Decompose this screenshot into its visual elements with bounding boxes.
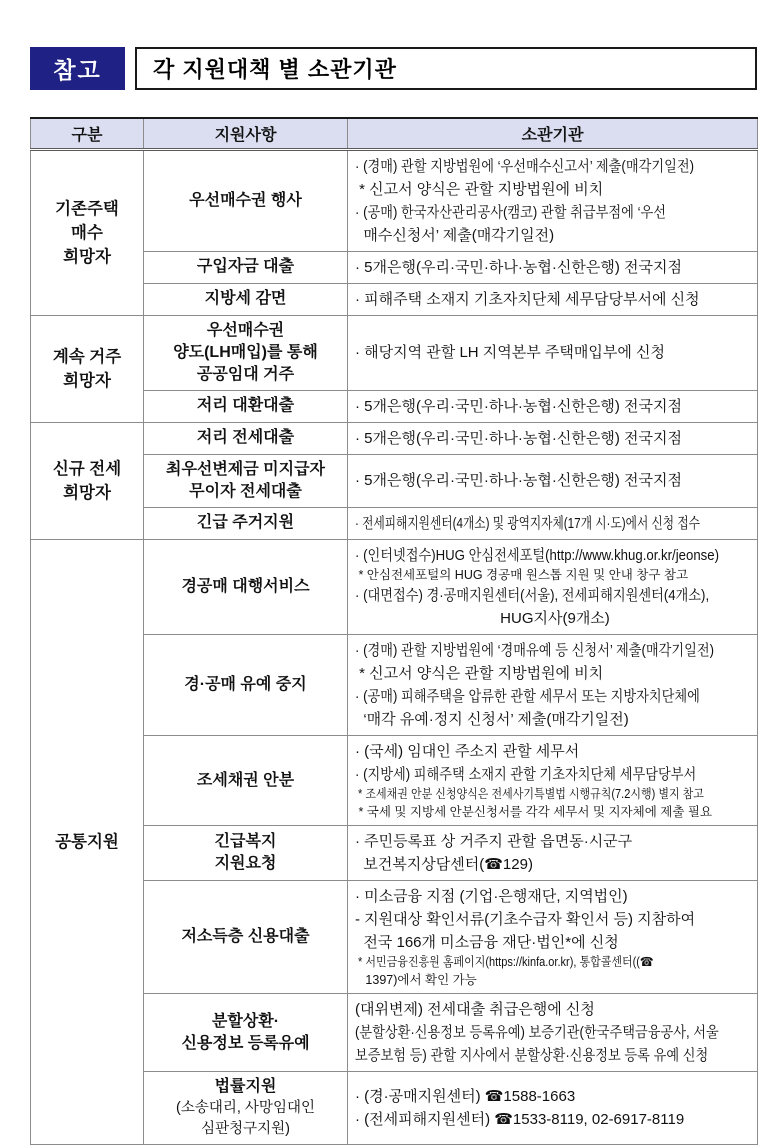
support-label-cell (144, 736, 348, 826)
support-label-line: 지원요청 (214, 855, 277, 872)
support-label-line: 긴급복지 (214, 833, 277, 850)
support-label-cell (144, 315, 348, 390)
reference-badge (30, 47, 125, 90)
support-label-line: 양도(LH매입)를 통해 (173, 343, 318, 361)
page-title: 각 지원대책 별 소관기관 (153, 57, 397, 82)
support-label-cell (144, 994, 348, 1072)
agency-table-body (31, 149, 758, 1145)
support-label-cell (144, 881, 348, 994)
agency-detail-cell (348, 736, 758, 826)
detail-line: · 주민등록표 상 거주지 관할 읍면동·시군구 (355, 833, 633, 850)
detail-line: 매수신청서’ 제출(매각기일전) (355, 226, 555, 244)
page-header (30, 47, 757, 90)
detail-line: * 신고서 양식은 관할 지방법원에 비치 (355, 180, 604, 198)
detail-line: · 전세피해지원센터(4개소) 및 광역지자체(17개 시·도)에서 신청 접수 (355, 514, 700, 532)
support-label-line: 지방세 감면 (204, 290, 287, 307)
support-sublabel-line: (소송대리, 사망임대인 (176, 1100, 315, 1116)
category-cell (31, 539, 144, 1145)
support-label-line: 저소득층 신용대출 (181, 928, 310, 945)
detail-line: · 피해주택 소재지 기초자치단체 세무담당부서에 신청 (355, 290, 700, 308)
reference-badge-label: 참고 (53, 57, 102, 83)
title-box (135, 47, 757, 90)
category-line: 신규 전세 (52, 459, 122, 478)
support-label-cell (144, 1072, 348, 1145)
detail-line: · (지방세) 피해주택 소재지 관할 기초자치단체 세무담당부서 (355, 766, 697, 783)
support-label-line: 신용정보 등록유예 (181, 1034, 310, 1052)
agency-detail-cell (348, 539, 758, 635)
support-label-line: 저리 전세대출 (196, 429, 295, 446)
detail-line: · (국세) 임대인 주소지 관할 세무서 (355, 743, 580, 760)
support-label-line: 조세채권 안분 (196, 771, 295, 789)
detail-line: · (대면접수) 경·공매지원센터(서울), 전세피해지원센터(4개소), (355, 587, 710, 604)
agency-detail-cell (348, 315, 758, 390)
category-line: 공통지원 (55, 832, 119, 851)
detail-line: (대위변제) 전세대출 취급은행에 신청 (355, 1001, 595, 1018)
table-row (31, 149, 758, 251)
support-label-line: 무이자 전세대출 (189, 482, 302, 500)
detail-line: (분할상환·신용정보 등록유예) 보증기관(한국주택금융공사, 서울 (355, 1024, 719, 1041)
support-label-line: 긴급 주거지원 (196, 514, 295, 531)
detail-line: * 국세 및 지방세 안분신청서를 각각 세무서 및 지자체에 제출 필요 (355, 804, 713, 819)
support-label-cell (144, 422, 348, 454)
category-line: 희망자 (63, 247, 111, 266)
agency-detail-cell (348, 994, 758, 1072)
table-row (31, 315, 758, 390)
detail-line: · 5개은행(우리·국민·하나·농협·신한은행) 전국지점 (355, 472, 682, 489)
category-cell (31, 315, 144, 422)
support-label-line: 최우선변제금 미지급자 (165, 460, 325, 478)
agency-detail-cell (348, 881, 758, 994)
support-label-cell (144, 149, 348, 251)
support-label-line: 공공임대 거주 (196, 365, 295, 383)
support-label-line: 법률지원 (214, 1078, 277, 1095)
table-row (31, 539, 758, 635)
column-header-category: 구분 (31, 118, 144, 149)
detail-line: · (경매) 관할 지방법원에 ‘우선매수신고서’ 제출(매각기일전) (355, 157, 694, 175)
column-header-support: 지원사항 (144, 118, 348, 149)
detail-line: · 5개은행(우리·국민·하나·농협·신한은행) 전국지점 (355, 258, 682, 276)
agency-detail-cell (348, 390, 758, 422)
category-cell (31, 149, 144, 315)
agency-detail-cell (348, 149, 758, 251)
detail-line: · (경·공매지원센터) ☎1588-1663 (355, 1088, 576, 1105)
support-label-line: 우선매수권 행사 (189, 191, 302, 209)
detail-line: · (인터넷접수)HUG 안심전세포털(http://www.khug.or.kr/jeonse) (355, 546, 720, 564)
column-header-agency: 소관기관 (348, 118, 758, 149)
detail-line: - 지원대상 확인서류(기초수급자 확인서 등) 지참하여 (355, 911, 696, 928)
detail-line: 전국 166개 미소금융 재단·법인*에 신청 (355, 934, 619, 951)
table-header (31, 118, 758, 149)
support-label-line: 저리 대환대출 (196, 397, 295, 414)
agency-detail-cell (348, 635, 758, 736)
support-sublabel-line: 심판청구지원) (201, 1121, 290, 1137)
support-label-line: 우선매수권 (206, 321, 285, 339)
support-label-cell (144, 283, 348, 315)
category-line: 기존주택 (55, 199, 119, 218)
support-label-line: 경공매 대행서비스 (181, 577, 310, 595)
agency-detail-cell (348, 454, 758, 507)
agency-detail-cell (348, 422, 758, 454)
agency-detail-cell (348, 507, 758, 539)
detail-line: 1397)에서 확인 가능 (355, 972, 477, 987)
detail-line: * 안심전세포털의 HUG 경공매 원스톱 지원 및 안내 창구 참고 (355, 567, 689, 582)
support-label-cell (144, 507, 348, 539)
detail-line: · (공매) 한국자산관리공사(캠코) 관할 취급부점에 ‘우선 (355, 203, 667, 221)
detail-line: · (공매) 피해주택을 압류한 관할 세무서 또는 지방자치단체에 (355, 688, 700, 705)
detail-line: · 5개은행(우리·국민·하나·농협·신한은행) 전국지점 (355, 429, 682, 447)
category-cell (31, 422, 144, 539)
support-label-cell (144, 454, 348, 507)
detail-line: · (경매) 관할 지방법원에 ‘경매유예 등 신청서’ 제출(매각기일전) (355, 642, 715, 659)
support-label-line: 구입자금 대출 (196, 258, 295, 275)
detail-line: 보건복지상담센터(☎129) (355, 856, 533, 873)
detail-line: * 신고서 양식은 관할 지방법원에 비치 (355, 665, 604, 682)
detail-line: · 미소금융 지점 (기업·은행재단, 지역법인) (355, 888, 628, 905)
detail-line: 보증보험 등) 관할 지사에서 분할상환·신용정보 등록 유예 신청 (355, 1047, 709, 1064)
category-line: 매수 (71, 223, 103, 242)
category-line: 계속 거주 (52, 347, 122, 366)
detail-line: · (전세피해지원센터) ☎1533-8119, 02-6917-8119 (355, 1111, 685, 1128)
agency-detail-cell (348, 826, 758, 881)
category-line: 희망자 (63, 371, 111, 390)
support-label-cell (144, 539, 348, 635)
agency-table (30, 117, 758, 1145)
category-line: 희망자 (63, 483, 111, 502)
header-row (31, 118, 758, 149)
agency-detail-cell (348, 251, 758, 283)
table-row (31, 422, 758, 454)
agency-detail-cell (348, 1072, 758, 1145)
document-page (30, 47, 757, 1145)
support-label-cell (144, 390, 348, 422)
detail-line: · 5개은행(우리·국민·하나·농협·신한은행) 전국지점 (355, 397, 682, 415)
support-label-cell (144, 635, 348, 736)
support-label-line: 분할상환· (211, 1012, 280, 1030)
detail-line: · 해당지역 관할 LH 지역본부 주택매입부에 신청 (355, 344, 665, 361)
support-label-line: 경·공매 유예 중지 (184, 676, 307, 693)
detail-line: ‘매각 유예·정지 신청서’ 제출(매각기일전) (355, 711, 629, 728)
detail-line: * 서민금융진흥원 홈페이지(https://kinfa.or.kr), 통합콜센터((☎ (355, 955, 654, 969)
detail-line: * 조세채권 안분 신청양식은 전세사기특별법 시행규칙(7.2시행) 별지 참고 (355, 787, 704, 801)
support-label-cell (144, 826, 348, 881)
detail-line: HUG지사(9개소) (500, 610, 610, 627)
agency-detail-cell (348, 283, 758, 315)
support-label-cell (144, 251, 348, 283)
